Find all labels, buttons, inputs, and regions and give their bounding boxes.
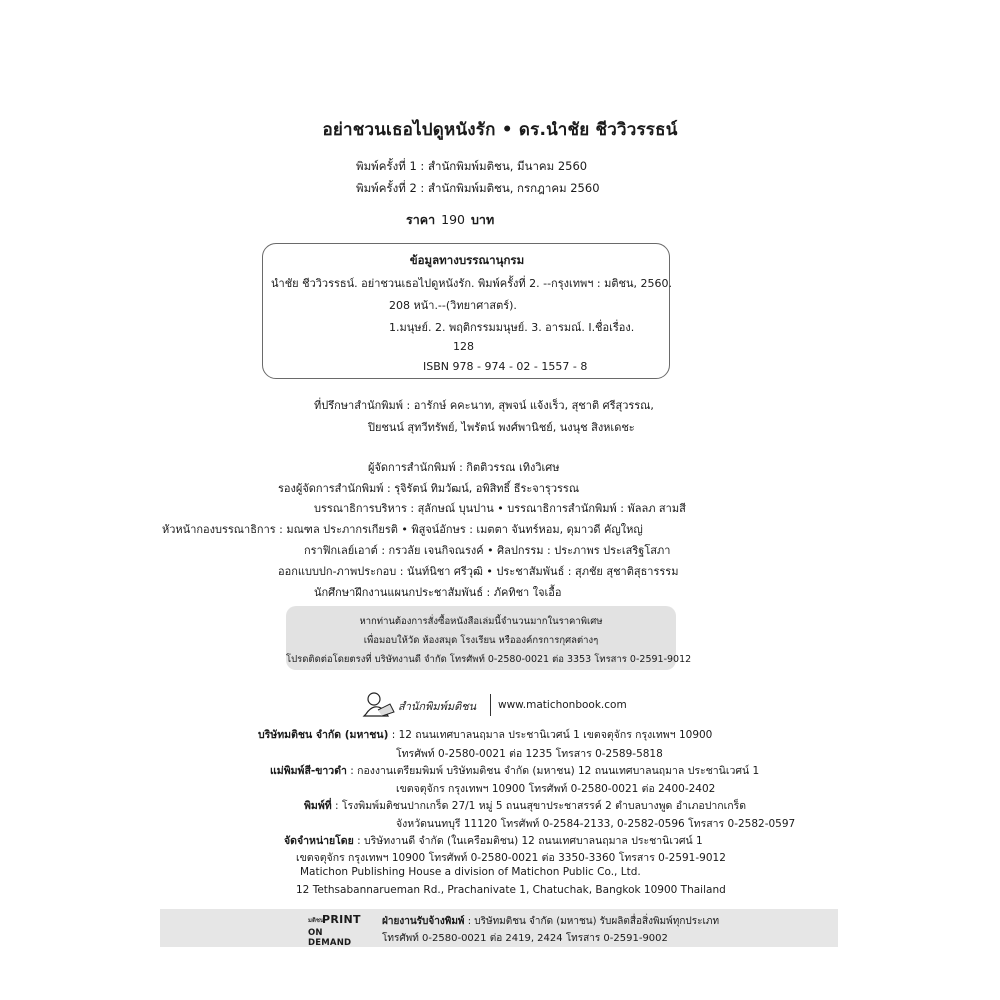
catalog-line: 1.มนุษย์. 2. พฤติกรรมมนุษย์. 3. อารมณ์. I.ชื่อเรื่อง. <box>389 321 635 334</box>
catalog-box <box>262 243 670 379</box>
print-service-footer <box>160 909 838 947</box>
website-url: www.matichonbook.com <box>498 699 627 711</box>
publisher-line: พิมพ์ที่ : โรงพิมพ์มติชนปากเกร็ด 27/1 หมู่ 5 ถนนสุขาประชาสรรค์ 2 ตำบลบางพูด อำเภอปากเกร็ด <box>304 800 747 812</box>
catalog-heading: ข้อมูลทางบรรณานุกรม <box>409 253 525 267</box>
catalog-line: นำชัย ชีววิวรรธน์. อย่าชวนเธอไปดูหนังรัก. พิมพ์ครั้งที่ 2. --กรุงเทพฯ : มติชน, 2560. <box>271 277 672 290</box>
staff-line: นักศึกษาฝึกงานแผนกประชาสัมพันธ์ : ภัคทิชา ใจเอื้อ <box>314 586 562 599</box>
banner-line: หากท่านต้องการสั่งซื้อหนังสือเล่มนี้จำนวนมากในราคาพิเศษ <box>359 616 603 627</box>
catalog-line: 128 <box>453 340 474 353</box>
publisher-line: 12 Tethsabannarueman Rd., Prachanivate 1, Chatuchak, Bangkok 10900 Thailand <box>296 884 726 896</box>
banner-line: โปรดติดต่อโดยตรงที่ บริษัทงานดี จำกัด โทรศัพท์ 0-2580-0021 ต่อ 3353 โทรสาร 0-2591-9012 <box>286 654 692 665</box>
publisher-line: จังหวัดนนทบุรี 11120 โทรศัพท์ 0-2584-2133, 0-2582-0596 โทรสาร 0-2582-0597 <box>396 818 796 830</box>
logo-divider <box>490 694 491 716</box>
advisors-line-1: ที่ปรึกษาสำนักพิมพ์ : อารักษ์ คคะนาท, สุพจน์ แจ้งเร็ว, สุชาติ ศรีสุวรรณ, <box>314 399 654 412</box>
edition-2: พิมพ์ครั้งที่ 2 : สำนักพิมพ์มติชน, กรกฎาคม 2560 <box>356 181 600 195</box>
publisher-line: เขตจตุจักร กรุงเทพฯ 10900 โทรศัพท์ 0-2580-0021 ต่อ 2400-2402 <box>396 783 716 795</box>
staff-line: รองผู้จัดการสำนักพิมพ์ : รุจิรัตน์ ทิมวัฒน์, อพิสิทธิ์ ธีระจารุวรรณ <box>278 482 580 495</box>
book-title: อย่าชวนเธอไปดูหนังรัก • ดร.นำชัย ชีววิวรรธน์ <box>322 120 678 140</box>
banner-line: เพื่อมอบให้วัด ห้องสมุด โรงเรียน หรือองค์กรการกุศลต่างๆ <box>363 635 599 646</box>
advisors-line-2: ปิยชนน์ สุทวีทรัพย์, ไพรัตน์ พงศ์พานิชย์, นงนุช สิงหเดชะ <box>368 421 635 434</box>
price-value: 190 <box>441 212 465 227</box>
staff-line: ผู้จัดการสำนักพิมพ์ : กิตติวรรณ เทิงวิเศษ <box>368 461 560 474</box>
logo-name: สำนักพิมพ์มติชน <box>398 700 477 713</box>
pod-logo-ondemand: ON DEMAND <box>308 928 352 948</box>
staff-line: บรรณาธิการบริหาร : สุลักษณ์ บุนปาน • บรรณาธิการสำนักพิมพ์ : พัลลภ สามสี <box>314 502 686 515</box>
bulk-order-banner <box>286 606 692 670</box>
footer-line-1: ฝ่ายงานรับจ้างพิมพ์ : บริษัทมติชน จำกัด (มหาชน) รับผลิตสื่อสิ่งพิมพ์ทุกประเภท <box>382 916 720 927</box>
print-on-demand-logo <box>308 913 366 948</box>
catalog-line: 208 หน้า.--(วิทยาศาสตร์). <box>389 299 517 312</box>
reading-figure-logo-icon <box>360 690 490 720</box>
publisher-line: Matichon Publishing House a division of Matichon Public Co., Ltd. <box>300 866 641 878</box>
staff-line: กราฟิกเลย์เอาต์ : กรวลัย เจนกิจณรงค์ • ศิลปกรรม : ประภาพร ประเสริฐโสภา <box>304 544 671 557</box>
price-unit: บาท <box>470 212 495 227</box>
pod-logo-small: มติชน <box>308 917 325 924</box>
edition-1: พิมพ์ครั้งที่ 1 : สำนักพิมพ์มติชน, มีนาคม 2560 <box>356 159 588 173</box>
publisher-line: แม่พิมพ์สี-ขาวดำ : กองงานเตรียมพิมพ์ บริษัทมติชน จำกัด (มหาชน) 12 ถนนเทศบาลนฤมาล ประชานิเวศน์ 1 <box>270 765 760 777</box>
pod-logo-print: PRINT <box>322 913 361 926</box>
footer-line-2: โทรศัพท์ 0-2580-0021 ต่อ 2419, 2424 โทรสาร 0-2591-9002 <box>382 933 668 944</box>
publisher-line: จัดจำหน่ายโดย : บริษัทงานดี จำกัด (ในเครือมติชน) 12 ถนนเทศบาลนฤมาล ประชานิเวศน์ 1 <box>284 835 703 847</box>
price-label: ราคา <box>406 212 436 227</box>
staff-line: ออกแบบปก-ภาพประกอบ : นันท์นิชา ศรีวุฒิ • ประชาสัมพันธ์ : สุภชัย สุชาติสุธารรรม <box>278 565 679 578</box>
staff-line: หัวหน้ากองบรรณาธิการ : มณฑล ประภากรเกียรติ • พิสูจน์อักษร : เมตตา จันทร์หอม, ดุมาวดี คัญใหญ่ <box>162 523 643 536</box>
catalog-isbn: ISBN 978 - 974 - 02 - 1557 - 8 <box>423 360 588 373</box>
publisher-line: เขตจตุจักร กรุงเทพฯ 10900 โทรศัพท์ 0-2580-0021 ต่อ 3350-3360 โทรสาร 0-2591-9012 <box>296 852 726 864</box>
publisher-line: บริษัทมติชน จำกัด (มหาชน) : 12 ถนนเทศบาลนฤมาล ประชานิเวศน์ 1 เขตจตุจักร กรุงเทพฯ 10900 <box>258 729 713 741</box>
price <box>406 210 494 230</box>
publisher-line: โทรศัพท์ 0-2580-0021 ต่อ 1235 โทรสาร 0-2589-5818 <box>396 748 663 760</box>
